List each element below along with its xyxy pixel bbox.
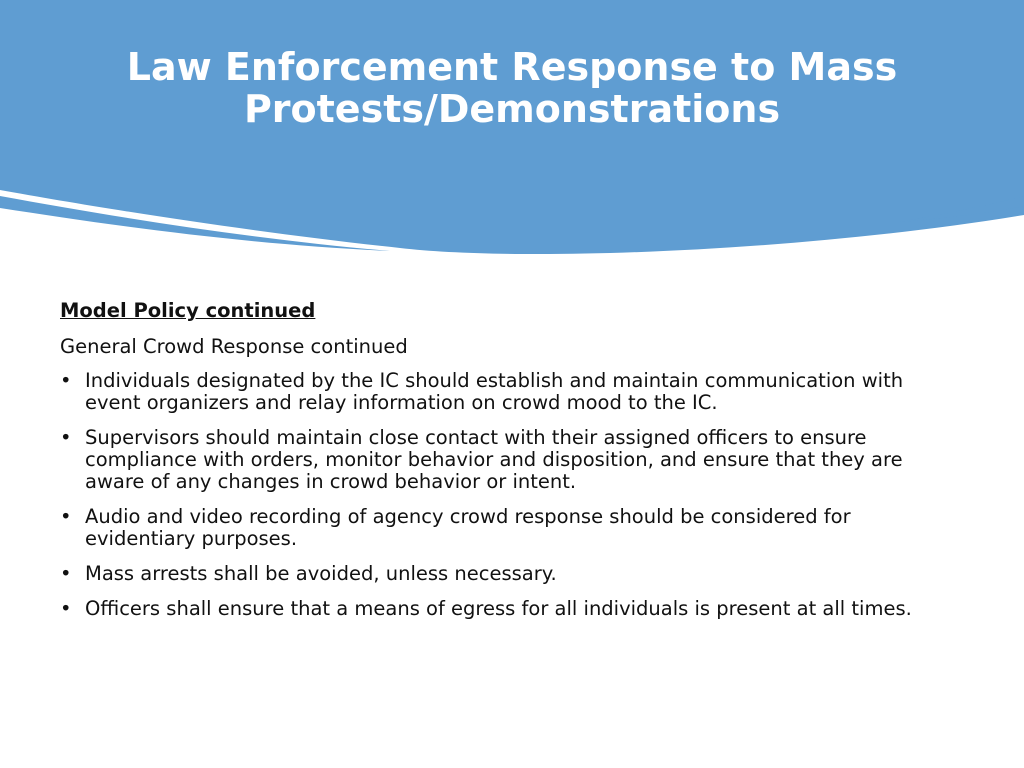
slide-title: [60, 46, 964, 130]
bullet-text: Officers shall ensure that a means of egress for all individuals is present at all times.: [85, 597, 912, 620]
bullet-icon: •: [60, 562, 72, 585]
header-banner: [0, 0, 1024, 270]
bullet-list: [60, 370, 940, 620]
section-subheading: General Crowd Response continued: [60, 335, 408, 358]
bullet-item: [60, 598, 940, 620]
bullet-text: Individuals designated by the IC should establish and maintain communication with event organizers and relay information on crowd mood to the IC.: [85, 369, 904, 414]
bullet-item: [60, 563, 940, 585]
slide-body: [60, 298, 940, 633]
bullet-text: Audio and video recording of agency crowd response should be considered for evidentiary purposes.: [85, 505, 851, 550]
bullet-item: [60, 370, 940, 414]
bullet-icon: •: [60, 369, 72, 392]
bullet-text: Supervisors should maintain close contact with their assigned officers to ensure compliance with orders, monitor behavior and disposition, and ensure that they are aware of any changes in crowd behavior or intent.: [85, 426, 903, 493]
section-heading: Model Policy continued: [60, 299, 316, 322]
slide-title-line-2: Protests/Demonstrations: [243, 87, 781, 131]
bullet-icon: •: [60, 597, 72, 620]
bullet-icon: •: [60, 505, 72, 528]
bullet-item: [60, 506, 940, 550]
bullet-icon: •: [60, 426, 72, 449]
bullet-text: Mass arrests shall be avoided, unless necessary.: [85, 562, 557, 585]
bullet-item: [60, 427, 940, 493]
slide-title-line-1: Law Enforcement Response to Mass: [126, 45, 898, 89]
